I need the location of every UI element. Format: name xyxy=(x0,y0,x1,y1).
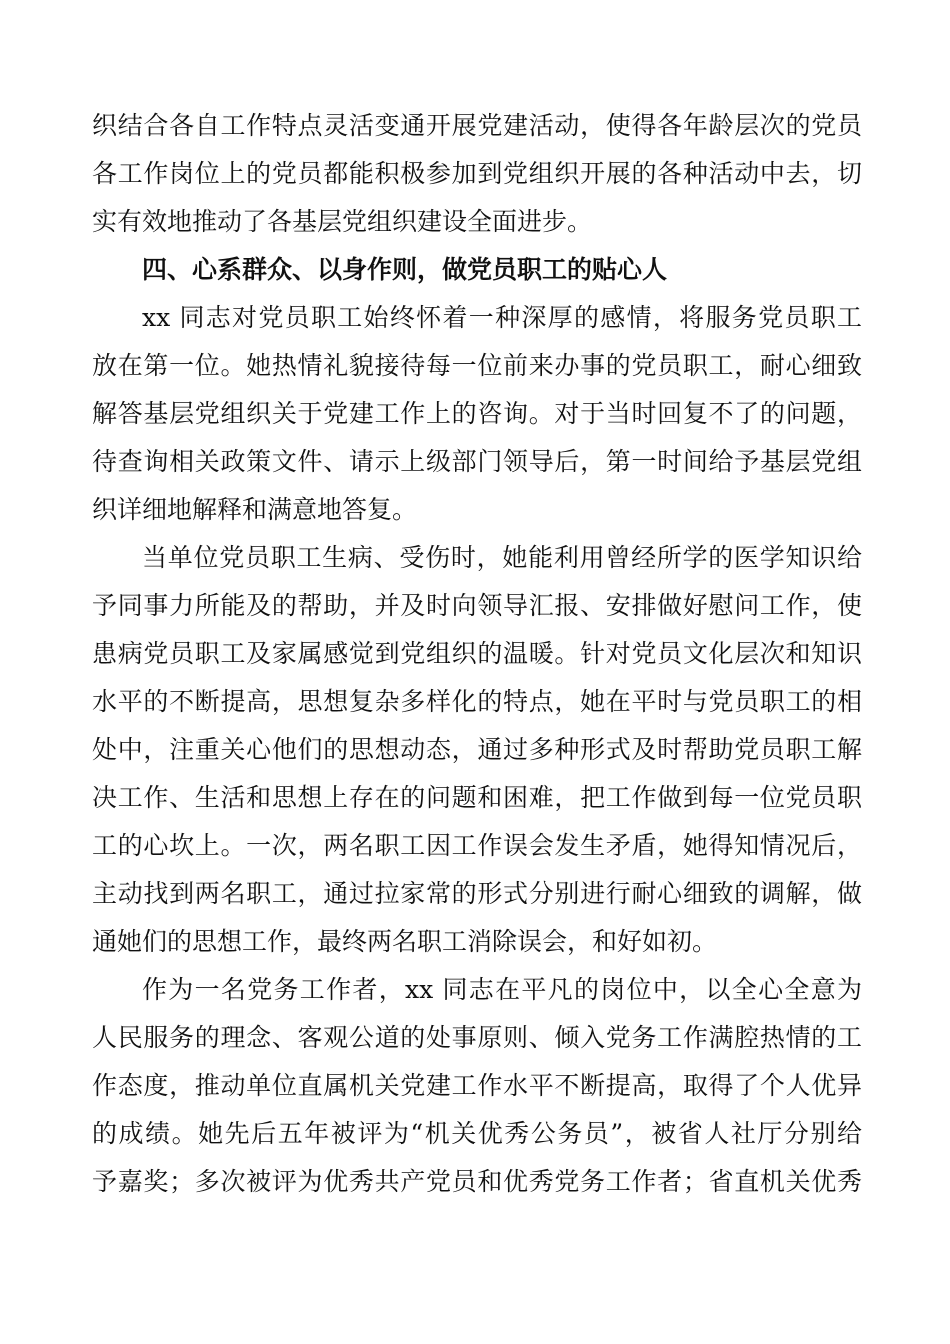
paragraph-continuation xyxy=(92,102,862,246)
text-line: 解答基层党组织关于党建工作上的咨询。对于当时回复不了的问题， xyxy=(92,399,862,428)
text-line: 人民服务的理念、客观公道的处事原则、倾入党务工作满腔热情的工 xyxy=(92,1023,862,1052)
text-line: 放在第一位。她热情礼貌接待每一位前来办事的党员职工，耐心细致 xyxy=(92,351,862,380)
text-line: 实有效地推动了各基层党组织建设全面进步。 xyxy=(92,207,593,236)
paragraph xyxy=(92,534,862,966)
text-line: 决工作、生活和思想上存在的问题和困难，把工作做到每一位党员职 xyxy=(92,783,862,812)
text-line: 患病党员职工及家属感觉到党组织的温暖。针对党员文化层次和知识 xyxy=(92,639,862,668)
text-line: xx 同志对党员职工始终怀着一种深厚的感情，将服务党员职工 xyxy=(142,303,862,332)
paragraph xyxy=(92,966,862,1206)
text-line: 予同事力所能及的帮助，并及时向领导汇报、安排做好慰问工作，使 xyxy=(92,591,862,620)
text-line: 织结合各自工作特点灵活变通开展党建活动，使得各年龄层次的党员 xyxy=(92,111,862,140)
text-line: 当单位党员职工生病、受伤时，她能利用曾经所学的医学知识给 xyxy=(142,543,862,572)
text-line: 通她们的思想工作，最终两名职工消除误会，和好如初。 xyxy=(92,927,718,956)
text-line: 予嘉奖；多次被评为优秀共产党员和优秀党务工作者；省直机关优秀 xyxy=(92,1167,862,1196)
text-line: 工的心坎上。一次，两名职工因工作误会发生矛盾，她得知情况后， xyxy=(92,831,862,860)
section-heading: 四、心系群众、以身作则，做党员职工的贴心人 xyxy=(142,255,668,284)
text-line: 处中，注重关心他们的思想动态，通过多种形式及时帮助党员职工解 xyxy=(92,735,862,764)
paragraph xyxy=(92,294,862,534)
text-line: 主动找到两名职工，通过拉家常的形式分别进行耐心细致的调解，做 xyxy=(92,879,862,908)
text-line: 织详细地解释和满意地答复。 xyxy=(92,495,418,524)
text-line: 待查询相关政策文件、请示上级部门领导后，第一时间给予基层党组 xyxy=(92,447,862,476)
document-body xyxy=(92,102,862,1206)
text-line: 的成绩。她先后五年被评为“机关优秀公务员”，被省人社厅分别给 xyxy=(92,1119,862,1148)
text-line: 水平的不断提高，思想复杂多样化的特点，她在平时与党员职工的相 xyxy=(92,687,862,716)
text-line: 作为一名党务工作者，xx 同志在平凡的岗位中，以全心全意为 xyxy=(142,975,862,1004)
text-line: 作态度，推动单位直属机关党建工作水平不断提高，取得了个人优异 xyxy=(92,1071,862,1100)
text-line: 各工作岗位上的党员都能积极参加到党组织开展的各种活动中去，切 xyxy=(92,159,862,188)
